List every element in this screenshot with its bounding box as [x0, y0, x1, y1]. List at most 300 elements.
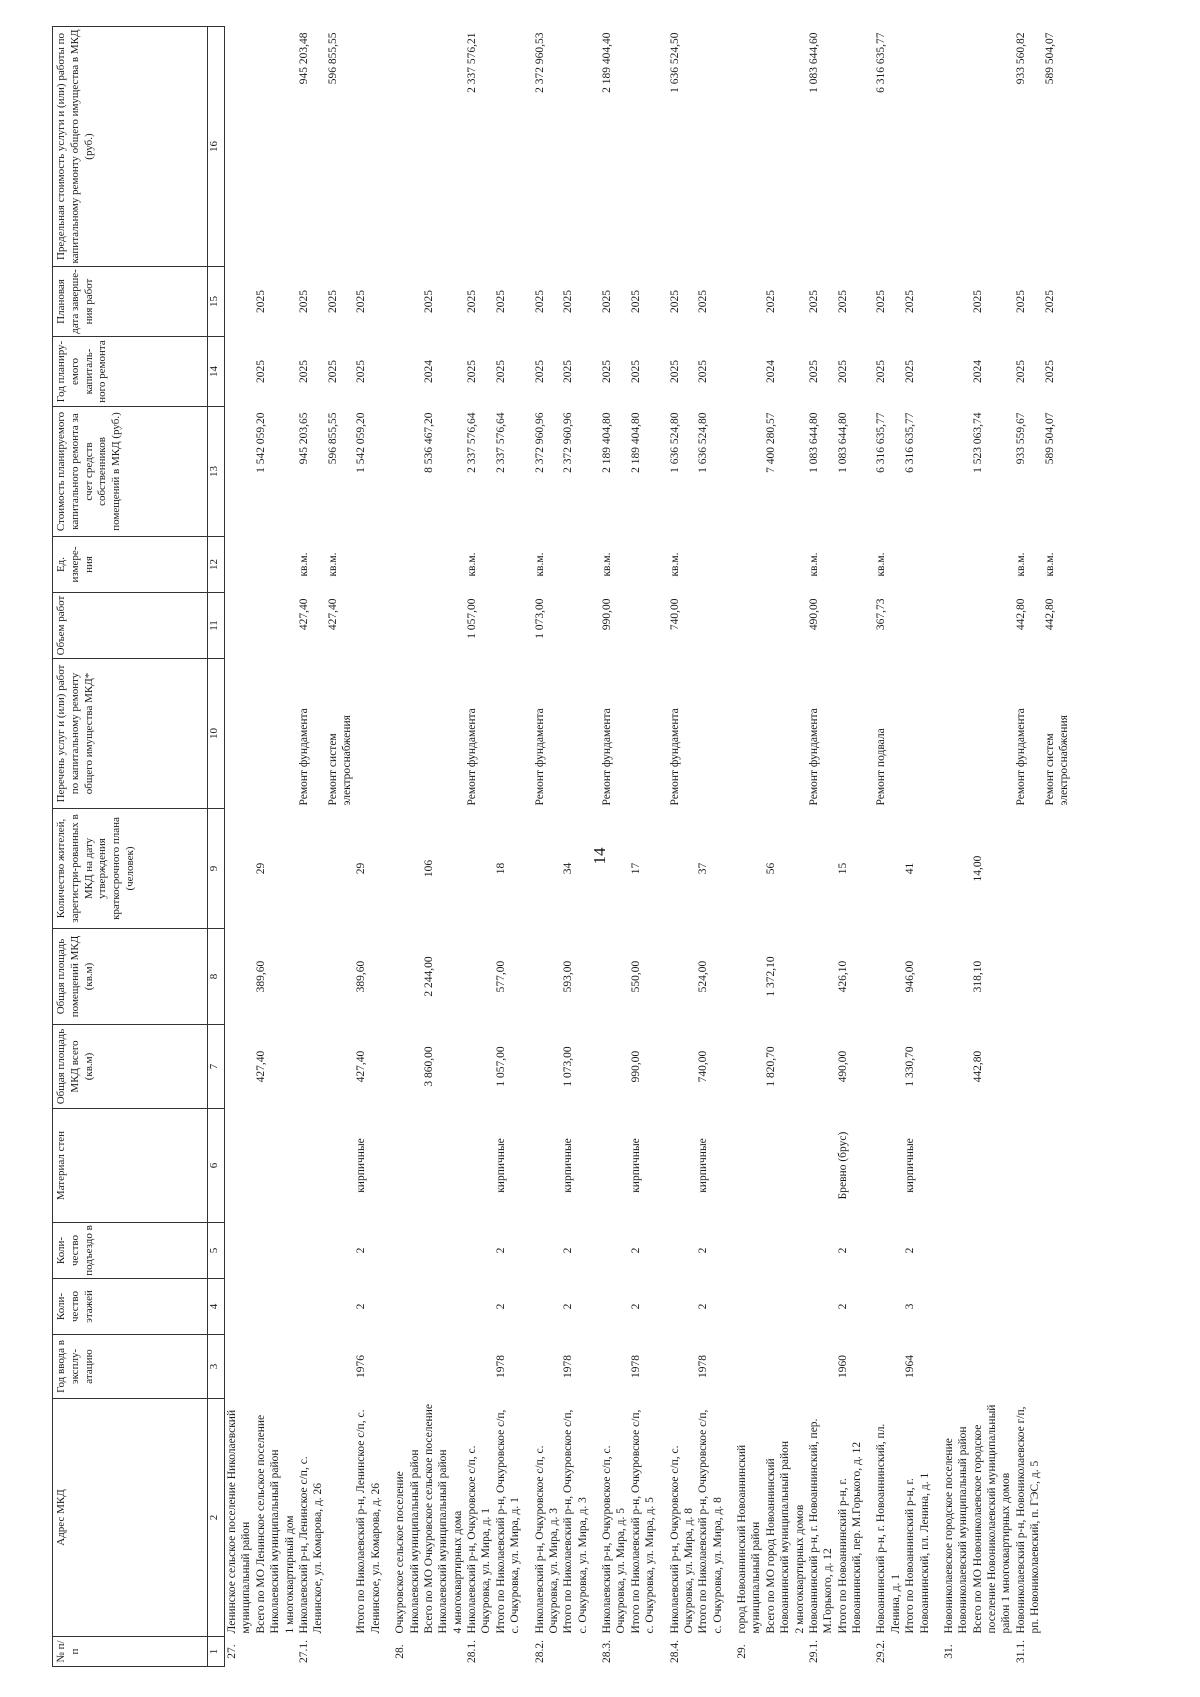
address-cell: Николаевский р-н, Очкуровское с/п, с. Очкуровка, ул. Мира, д. 1 — [466, 1445, 493, 1634]
unit-cell: кв.м. — [875, 552, 888, 577]
floors-cell — [942, 1279, 971, 1335]
total-area-cell: 3 860,00 — [422, 1046, 435, 1087]
entrances-cell — [807, 1223, 836, 1279]
header-cell: Стоимость планируемого капитального ремонта за счет средств собственников помещений в МКД (руб.) — [53, 407, 208, 537]
entrances-cell — [971, 1223, 1014, 1279]
completion-date-cell: 2025 — [904, 290, 917, 313]
limit-cost-cell — [764, 27, 793, 267]
floors-cell — [793, 1279, 807, 1335]
unit-cell: кв.м. — [601, 552, 613, 577]
column-number: 3 — [208, 1335, 225, 1399]
row-number — [793, 1637, 807, 1667]
work-type-cell — [942, 659, 971, 809]
total-area-cell — [942, 1025, 971, 1109]
work-type-cell — [971, 659, 1014, 809]
address-cell: Итого по Новоаннинский р-н, г. Новоаннинский, пер. М.Горького, д. 12 — [836, 1441, 863, 1634]
header-cell: Плановая дата заверше-ния работ — [53, 267, 208, 337]
premises-area-cell — [807, 929, 836, 1025]
floors-cell — [283, 1279, 297, 1335]
year-built-cell — [254, 1335, 283, 1399]
year-built-cell — [735, 1335, 764, 1399]
limit-cost-cell — [451, 27, 465, 267]
repair-year-cell — [225, 337, 254, 407]
spacer-cell — [932, 27, 942, 1667]
table-row — [393, 27, 422, 1667]
unit-cell — [971, 537, 1014, 593]
residents-cell — [225, 809, 254, 929]
completion-date-cell: 2025 — [533, 290, 546, 313]
premises-area-cell: 389,60 — [254, 960, 267, 993]
work-type-cell: Ремонт систем электроснабжения — [326, 715, 353, 806]
repair-year-cell: 2025 — [875, 360, 888, 383]
address-cell: Новоаннинский р-н, г. Новоаннинский, пер. М.Горького, д. 12 — [807, 1418, 835, 1634]
row-number: 29. — [736, 1644, 748, 1659]
completion-date-cell — [793, 267, 807, 337]
work-volume-cell — [629, 593, 658, 659]
work-volume-cell: 427,40 — [326, 598, 339, 631]
work-volume-cell: 367,73 — [875, 598, 888, 631]
row-spacer — [725, 27, 735, 1667]
completion-date-cell: 2025 — [668, 290, 681, 313]
planned-cost-cell: 2 372 960,96 — [562, 412, 575, 473]
table-row — [735, 27, 764, 1667]
unit-cell: кв.м. — [807, 552, 820, 577]
column-number: 5 — [208, 1223, 225, 1279]
row-spacer — [658, 27, 668, 1667]
residents-cell: 34 — [562, 862, 575, 875]
repair-year-cell — [451, 337, 465, 407]
wall-material-cell — [283, 1109, 297, 1223]
wall-material-cell — [1014, 1109, 1043, 1223]
row-spacer — [864, 27, 874, 1667]
work-type-cell: Ремонт фундамента — [1014, 708, 1027, 806]
residents-cell — [600, 809, 629, 929]
repair-year-cell: 2025 — [629, 360, 642, 383]
planned-cost-cell — [735, 407, 764, 537]
residents-cell — [326, 809, 355, 929]
row-number — [422, 1637, 451, 1667]
residents-cell — [942, 809, 971, 929]
total-area-cell: 490,00 — [836, 1050, 849, 1083]
row-number: 29.1. — [807, 1640, 820, 1663]
planned-cost-cell: 945 203,65 — [297, 412, 310, 465]
work-type-cell — [836, 659, 865, 809]
table-row — [874, 27, 903, 1667]
total-area-cell — [1043, 1025, 1072, 1109]
planned-cost-cell: 6 316 635,77 — [904, 412, 917, 473]
column-number: 15 — [208, 267, 225, 337]
row-number — [836, 1637, 865, 1667]
header-cell: Объем работ — [53, 593, 208, 659]
row-number — [903, 1637, 932, 1667]
address-cell: Новониколаевское городское поселение Новониколаевский муниципальный район — [942, 1426, 970, 1634]
row-number — [1043, 1637, 1072, 1667]
header-cell: Материал стен — [53, 1109, 208, 1223]
table-row — [836, 27, 865, 1667]
row-number — [561, 1637, 590, 1667]
column-number: 1 — [208, 1637, 225, 1667]
limit-cost-cell: 1 083 644,60 — [807, 32, 820, 93]
wall-material-cell: кирпичные — [629, 1138, 642, 1193]
planned-cost-cell: 7 400 280,57 — [764, 412, 777, 473]
year-built-cell: 1976 — [355, 1355, 368, 1378]
total-area-cell — [793, 1025, 807, 1109]
premises-area-cell — [297, 929, 326, 1025]
premises-area-cell — [942, 929, 971, 1025]
wall-material-cell — [393, 1109, 422, 1223]
completion-date-cell: 2025 — [697, 290, 710, 313]
work-volume-cell: 1 073,00 — [533, 598, 546, 639]
column-number: 7 — [208, 1025, 225, 1109]
address-cell: Всего по МО Очкуровское сельское поселение Николаевский муниципальный район — [422, 1404, 450, 1634]
floors-cell — [393, 1279, 422, 1335]
limit-cost-cell: 2 372 960,53 — [533, 32, 546, 93]
year-built-cell: 1978 — [494, 1355, 507, 1378]
address-cell: Итого по Николаевский р-н, Очкуровское с/п, с. Очкуровка, ул. Мира, д. 8 — [697, 1409, 724, 1634]
premises-area-cell: 524,00 — [697, 960, 710, 993]
limit-cost-cell — [561, 27, 590, 267]
premises-area-cell — [793, 929, 807, 1025]
residents-cell: 14,00 — [971, 855, 984, 882]
unit-cell — [629, 537, 658, 593]
limit-cost-cell — [254, 27, 283, 267]
work-volume-cell: 427,40 — [297, 598, 310, 631]
address-cell: Итого по Новоаннинский р-н, г. Новоаннинский, пл. Ленина, д. 1 — [904, 1472, 931, 1634]
floors-cell — [764, 1279, 793, 1335]
premises-area-cell: 577,00 — [494, 960, 507, 993]
work-volume-cell: 442,80 — [1043, 598, 1056, 631]
header-cell: Год планиру-емого капиталь-ного ремонта — [53, 337, 208, 407]
floors-cell — [533, 1279, 562, 1335]
repair-year-cell — [393, 337, 422, 407]
planned-cost-cell: 6 316 635,77 — [875, 412, 888, 473]
address-cell: 2 многоквартирных домов — [793, 1504, 806, 1634]
repair-year-cell: 2025 — [297, 360, 310, 383]
row-number — [283, 1637, 297, 1667]
address-cell: Николаевский р-н, Ленинское с/п, с. Ленинское, ул. Комарова, д. 26 — [297, 1456, 325, 1634]
limit-cost-cell — [629, 27, 658, 267]
address-cell: Николаевский р-н, Очкуровское с/п, с. Очкуровка, ул. Мира, д. 3 — [533, 1445, 560, 1634]
table-body — [225, 27, 1072, 1667]
wall-material-cell — [764, 1109, 793, 1223]
year-built-cell — [764, 1335, 793, 1399]
floors-cell: 2 — [629, 1303, 642, 1310]
column-number: 13 — [208, 407, 225, 537]
completion-date-cell: 2025 — [562, 290, 575, 313]
work-volume-cell — [696, 593, 725, 659]
column-number-row — [208, 27, 225, 1667]
wall-material-cell: кирпичные — [494, 1138, 507, 1193]
column-number: 10 — [208, 659, 225, 809]
premises-area-cell: 593,00 — [562, 960, 575, 993]
page-number: 14 — [590, 847, 609, 865]
wall-material-cell — [668, 1109, 697, 1223]
repair-year-cell — [793, 337, 807, 407]
premises-area-cell — [874, 929, 903, 1025]
unit-cell: кв.м. — [297, 552, 310, 577]
planned-cost-cell: 596 855,55 — [326, 412, 339, 465]
work-type-cell: Ремонт фундамента — [668, 708, 681, 806]
floors-cell: 2 — [355, 1303, 368, 1310]
completion-date-cell: 2025 — [807, 290, 820, 313]
premises-area-cell — [533, 929, 562, 1025]
planned-cost-cell: 933 559,67 — [1014, 412, 1027, 465]
planned-cost-cell — [283, 407, 297, 537]
limit-cost-cell — [903, 27, 932, 267]
work-volume-cell — [225, 593, 254, 659]
wall-material-cell — [451, 1109, 465, 1223]
entrances-cell: 2 — [697, 1247, 710, 1254]
table-row — [254, 27, 283, 1667]
row-number — [254, 1637, 283, 1667]
repair-year-cell: 2025 — [668, 360, 681, 383]
completion-date-cell: 2025 — [494, 290, 507, 313]
residents-cell: 15 — [836, 862, 849, 875]
work-volume-cell — [354, 593, 383, 659]
work-type-cell — [764, 659, 793, 809]
floors-cell — [1014, 1279, 1043, 1335]
floors-cell — [600, 1279, 629, 1335]
total-area-cell — [600, 1025, 629, 1109]
entrances-cell — [326, 1223, 355, 1279]
unit-cell — [494, 537, 523, 593]
unit-cell — [793, 537, 807, 593]
floors-cell — [326, 1279, 355, 1335]
floors-cell: 3 — [904, 1303, 917, 1310]
repair-year-cell: 2024 — [971, 360, 984, 383]
wall-material-cell: кирпичные — [697, 1138, 710, 1193]
entrances-cell — [283, 1223, 297, 1279]
unit-cell — [451, 537, 465, 593]
work-volume-cell: 490,00 — [807, 598, 820, 631]
residents-cell — [1043, 809, 1072, 929]
work-type-cell — [696, 659, 725, 809]
residents-cell: 56 — [764, 862, 777, 875]
completion-date-cell — [735, 267, 764, 337]
floors-cell: 2 — [562, 1303, 575, 1310]
residents-cell — [283, 809, 297, 929]
row-number — [326, 1637, 355, 1667]
table-row — [533, 27, 562, 1667]
floors-cell — [254, 1279, 283, 1335]
work-volume-cell — [422, 593, 451, 659]
work-volume-cell — [971, 593, 1014, 659]
completion-date-cell — [942, 267, 971, 337]
premises-area-cell: 1 372,10 — [764, 956, 777, 997]
address-cell: Итого по Николаевский р-н, Очкуровское с/п, с. Очкуровка, ул. Мира, д. 1 — [494, 1409, 522, 1634]
completion-date-cell — [225, 267, 254, 337]
table-row — [600, 27, 629, 1667]
limit-cost-cell — [942, 27, 971, 267]
table-row — [326, 27, 355, 1667]
column-number: 6 — [208, 1109, 225, 1223]
unit-cell — [764, 537, 793, 593]
row-number — [764, 1637, 793, 1667]
unit-cell: кв.м. — [1043, 552, 1056, 577]
limit-cost-cell: 1 636 524,50 — [668, 32, 681, 93]
wall-material-cell — [1043, 1109, 1072, 1223]
limit-cost-cell — [393, 27, 422, 267]
work-volume-cell — [942, 593, 971, 659]
total-area-cell — [283, 1025, 297, 1109]
header-cell: Общая площадь МКД всего (кв.м) — [53, 1025, 208, 1109]
completion-date-cell — [451, 267, 465, 337]
wall-material-cell — [793, 1109, 807, 1223]
table-row — [807, 27, 836, 1667]
work-type-cell: Ремонт подвала — [875, 728, 888, 806]
table-row — [793, 27, 807, 1667]
completion-date-cell: 2025 — [297, 290, 310, 313]
work-volume-cell — [494, 593, 523, 659]
residents-cell — [465, 809, 494, 929]
table-row — [451, 27, 465, 1667]
address-cell: Итого по Николаевский р-н, Ленинское с/п, с. Ленинское, ул. Комарова, д. 26 — [355, 1409, 382, 1634]
premises-area-cell — [735, 929, 764, 1025]
entrances-cell — [465, 1223, 494, 1279]
total-area-cell: 442,80 — [971, 1050, 984, 1083]
planned-cost-cell: 8 536 467,20 — [422, 412, 435, 473]
year-built-cell — [225, 1335, 254, 1399]
repair-year-cell: 2025 — [601, 360, 613, 383]
wall-material-cell — [225, 1109, 254, 1223]
total-area-cell: 1 057,00 — [494, 1046, 507, 1087]
repair-year-cell: 2025 — [562, 360, 575, 383]
address-cell: 4 многоквартирных дома — [451, 1510, 464, 1634]
limit-cost-cell — [836, 27, 865, 267]
planned-cost-cell: 1 523 063,74 — [971, 412, 984, 473]
address-cell: Итого по Николаевский р-н, Очкуровское с/п, с. Очкуровка, ул. Мира, д. 3 — [562, 1409, 589, 1634]
entrances-cell — [793, 1223, 807, 1279]
residents-cell — [668, 809, 697, 929]
planned-cost-cell: 2 189 404,80 — [629, 412, 642, 473]
floors-cell — [668, 1279, 697, 1335]
repair-year-cell: 2025 — [697, 360, 710, 383]
residents-cell — [807, 809, 836, 929]
planned-cost-cell: 1 542 059,20 — [254, 412, 267, 473]
spacer-cell — [383, 27, 393, 1667]
premises-area-cell: 946,00 — [904, 960, 917, 993]
residents-cell — [874, 809, 903, 929]
completion-date-cell: 2025 — [466, 290, 478, 313]
repair-year-cell: 2025 — [533, 360, 546, 383]
unit-cell — [561, 537, 590, 593]
repair-year-cell: 2025 — [1014, 360, 1027, 383]
unit-cell: кв.м. — [466, 552, 478, 577]
table-row — [297, 27, 326, 1667]
row-number: 28.1. — [466, 1640, 478, 1663]
planned-cost-cell: 2 189 404,80 — [601, 412, 613, 473]
year-built-cell — [874, 1335, 903, 1399]
premises-area-cell — [451, 929, 465, 1025]
row-number: 31. — [942, 1644, 955, 1659]
wall-material-cell — [465, 1109, 494, 1223]
wall-material-cell — [326, 1109, 355, 1223]
repair-plan-table — [52, 26, 1071, 1667]
limit-cost-cell: 933 560,82 — [1014, 32, 1027, 85]
floors-cell — [451, 1279, 465, 1335]
work-volume-cell: 1 057,00 — [466, 598, 478, 639]
row-number: 28.4. — [668, 1640, 681, 1663]
planned-cost-cell: 1 083 644,80 — [836, 412, 849, 473]
premises-area-cell — [393, 929, 422, 1025]
unit-cell — [354, 537, 383, 593]
address-cell: Новониколаевский р-н, Новониколаевское г/п, рп. Новониколаевский, п. ГЭС, д. 5 — [1014, 1406, 1042, 1634]
address-cell: Всего по МО Ленинское сельское поселение Николаевский муниципальный район — [254, 1414, 282, 1634]
work-type-cell — [393, 659, 422, 809]
unit-cell — [422, 537, 451, 593]
wall-material-cell — [807, 1109, 836, 1223]
spacer-cell — [725, 27, 735, 1667]
year-built-cell — [942, 1335, 971, 1399]
completion-date-cell: 2025 — [1043, 290, 1056, 313]
year-built-cell — [1014, 1335, 1043, 1399]
table-row — [696, 27, 725, 1667]
completion-date-cell: 2025 — [326, 290, 339, 313]
unit-cell — [903, 537, 932, 593]
limit-cost-cell — [354, 27, 383, 267]
repair-year-cell: 2025 — [355, 360, 368, 383]
floors-cell — [422, 1279, 451, 1335]
limit-cost-cell — [422, 27, 451, 267]
residents-cell — [393, 809, 422, 929]
unit-cell: кв.м. — [533, 552, 546, 577]
row-spacer — [523, 27, 533, 1667]
entrances-cell — [735, 1223, 764, 1279]
wall-material-cell: кирпичные — [904, 1138, 917, 1193]
year-built-cell — [451, 1335, 465, 1399]
residents-cell: 37 — [697, 862, 710, 875]
column-number: 8 — [208, 929, 225, 1025]
repair-year-cell — [735, 337, 764, 407]
year-built-cell: 1978 — [562, 1355, 575, 1378]
limit-cost-cell — [283, 27, 297, 267]
planned-cost-cell: 2 337 576,64 — [494, 412, 507, 473]
table-row — [971, 27, 1014, 1667]
unit-cell — [225, 537, 254, 593]
row-number — [354, 1637, 383, 1667]
table-row — [942, 27, 971, 1667]
completion-date-cell: 2025 — [629, 290, 642, 313]
year-built-cell: 1964 — [904, 1355, 917, 1378]
table-row — [422, 27, 451, 1667]
entrances-cell — [764, 1223, 793, 1279]
total-area-cell — [465, 1025, 494, 1109]
entrances-cell — [533, 1223, 562, 1279]
work-volume-cell — [836, 593, 865, 659]
rotated-table-container — [52, 27, 1172, 1667]
unit-cell: кв.м. — [326, 552, 339, 577]
wall-material-cell — [533, 1109, 562, 1223]
work-type-cell — [793, 659, 807, 809]
floors-cell: 2 — [494, 1303, 507, 1310]
year-built-cell — [793, 1335, 807, 1399]
address-cell: Николаевский р-н, Очкуровское с/п, с. Очкуровка, ул. Мира, д. 8 — [668, 1445, 695, 1634]
entrances-cell — [225, 1223, 254, 1279]
header-cell: Коли-чество подъездо в — [53, 1223, 208, 1279]
residents-cell: 41 — [904, 862, 917, 875]
header-cell: Перечень услуг и (или) работ по капитальному ремонту общего имущества МКД* — [53, 659, 208, 809]
entrances-cell: 2 — [562, 1247, 575, 1254]
entrances-cell — [297, 1223, 326, 1279]
entrances-cell: 2 — [904, 1247, 917, 1254]
address-cell: Очкуровское сельское поселение Николаевский муниципальный район — [394, 1449, 421, 1634]
total-area-cell — [326, 1025, 355, 1109]
limit-cost-cell: 596 855,55 — [326, 32, 339, 85]
entrances-cell — [451, 1223, 465, 1279]
planned-cost-cell: 1 083 644,80 — [807, 412, 820, 473]
premises-area-cell — [465, 929, 494, 1025]
completion-date-cell: 2025 — [836, 290, 849, 313]
